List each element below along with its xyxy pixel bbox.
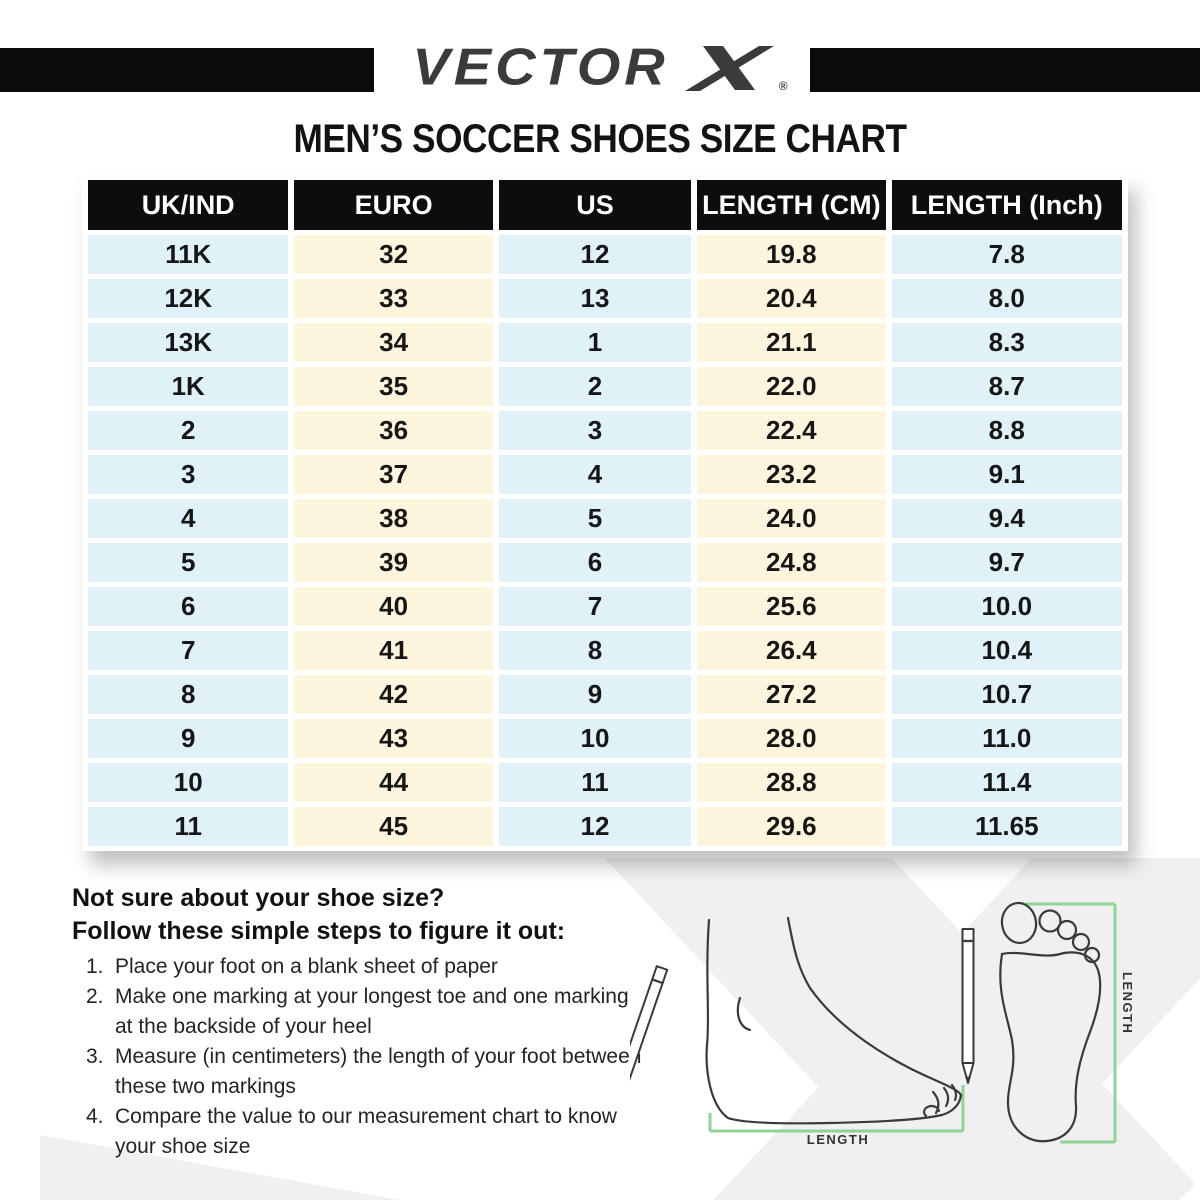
table-cell: 10.7 bbox=[892, 675, 1122, 714]
table-row bbox=[88, 587, 1122, 626]
step-number: 1. bbox=[86, 955, 104, 978]
table-cell: 11.0 bbox=[892, 719, 1122, 758]
table-cell: 43 bbox=[294, 719, 492, 758]
column-header: EURO bbox=[294, 180, 492, 230]
table-cell: 34 bbox=[294, 323, 492, 362]
table-cell: 11.65 bbox=[892, 807, 1122, 846]
length-label-horizontal: LENGTH bbox=[806, 1132, 870, 1147]
table-cell: 42 bbox=[294, 675, 492, 714]
table-row bbox=[88, 367, 1122, 406]
table-cell: 4 bbox=[88, 499, 288, 538]
table-cell: 45 bbox=[294, 807, 492, 846]
table-cell: 5 bbox=[499, 499, 691, 538]
size-table-head-row bbox=[88, 180, 1122, 230]
table-row bbox=[88, 455, 1122, 494]
table-cell: 33 bbox=[294, 279, 492, 318]
table-cell: 9 bbox=[88, 719, 288, 758]
table-cell: 29.6 bbox=[697, 807, 885, 846]
size-table-container bbox=[82, 175, 1128, 851]
table-cell: 10 bbox=[499, 719, 691, 758]
table-cell: 9.1 bbox=[892, 455, 1122, 494]
table-cell: 35 bbox=[294, 367, 492, 406]
brand-logo bbox=[0, 38, 1200, 96]
table-cell: 36 bbox=[294, 411, 492, 450]
table-cell: 1K bbox=[88, 367, 288, 406]
table-cell: 1 bbox=[499, 323, 691, 362]
table-cell: 11.4 bbox=[892, 763, 1122, 802]
instruction-step bbox=[86, 1102, 686, 1162]
table-cell: 24.8 bbox=[697, 543, 885, 582]
table-cell: 12K bbox=[88, 279, 288, 318]
column-header: LENGTH (CM) bbox=[697, 180, 885, 230]
column-header: UK/IND bbox=[88, 180, 288, 230]
step-text: Measure (in centimeters) the length of your foot between these two markings bbox=[115, 1045, 642, 1098]
instructions-subheading: Follow these simple steps to figure it out: bbox=[72, 917, 566, 945]
instruction-step bbox=[86, 1042, 686, 1102]
table-cell: 8.0 bbox=[892, 279, 1122, 318]
instruction-step bbox=[86, 982, 686, 1042]
table-row bbox=[88, 807, 1122, 846]
table-cell: 10 bbox=[88, 763, 288, 802]
table-row bbox=[88, 323, 1122, 362]
step-number: 4. bbox=[86, 1105, 104, 1128]
step-text: Place your foot on a blank sheet of paper bbox=[115, 955, 498, 978]
table-cell: 44 bbox=[294, 763, 492, 802]
table-cell: 2 bbox=[499, 367, 691, 406]
table-cell: 6 bbox=[88, 587, 288, 626]
table-row bbox=[88, 631, 1122, 670]
foot-side-illustration bbox=[707, 918, 961, 1123]
measurement-diagram bbox=[630, 880, 1200, 1180]
table-cell: 40 bbox=[294, 587, 492, 626]
table-cell: 41 bbox=[294, 631, 492, 670]
instructions-heading: Not sure about your shoe size? bbox=[72, 884, 445, 912]
table-cell: 27.2 bbox=[697, 675, 885, 714]
instruction-step bbox=[86, 952, 686, 982]
table-row bbox=[88, 719, 1122, 758]
table-row bbox=[88, 543, 1122, 582]
column-header: LENGTH (Inch) bbox=[892, 180, 1122, 230]
table-row bbox=[88, 499, 1122, 538]
length-label-vertical: LENGTH bbox=[1120, 972, 1135, 1035]
step-number: 2. bbox=[86, 985, 104, 1008]
brand-logo-text: VECTOR bbox=[412, 37, 669, 96]
table-cell: 9.7 bbox=[892, 543, 1122, 582]
table-row bbox=[88, 675, 1122, 714]
table-cell: 22.4 bbox=[697, 411, 885, 450]
step-text: Make one marking at your longest toe and one marking at the backside of your heel bbox=[115, 985, 629, 1038]
table-cell: 8.3 bbox=[892, 323, 1122, 362]
table-cell: 24.0 bbox=[697, 499, 885, 538]
table-cell: 8 bbox=[88, 675, 288, 714]
table-cell: 9.4 bbox=[892, 499, 1122, 538]
table-cell: 25.6 bbox=[697, 587, 885, 626]
table-cell: 5 bbox=[88, 543, 288, 582]
table-cell: 28.0 bbox=[697, 719, 885, 758]
table-cell: 2 bbox=[88, 411, 288, 450]
registered-trademark-symbol: ® bbox=[778, 79, 788, 93]
table-cell: 13 bbox=[499, 279, 691, 318]
table-cell: 6 bbox=[499, 543, 691, 582]
table-cell: 4 bbox=[499, 455, 691, 494]
table-cell: 9 bbox=[499, 675, 691, 714]
table-row bbox=[88, 411, 1122, 450]
table-cell: 8.7 bbox=[892, 367, 1122, 406]
brand-x-icon bbox=[683, 45, 775, 91]
table-cell: 28.8 bbox=[697, 763, 885, 802]
table-cell: 19.8 bbox=[697, 235, 885, 274]
table-cell: 13K bbox=[88, 323, 288, 362]
table-cell: 11 bbox=[499, 763, 691, 802]
table-cell: 12 bbox=[499, 235, 691, 274]
table-cell: 37 bbox=[294, 455, 492, 494]
step-number: 3. bbox=[86, 1045, 104, 1068]
table-cell: 22.0 bbox=[697, 367, 885, 406]
table-cell: 10.0 bbox=[892, 587, 1122, 626]
table-row bbox=[88, 763, 1122, 802]
table-cell: 39 bbox=[294, 543, 492, 582]
top-measure-lines bbox=[1025, 904, 1115, 1142]
table-cell: 38 bbox=[294, 499, 492, 538]
table-cell: 7 bbox=[499, 587, 691, 626]
table-row bbox=[88, 235, 1122, 274]
table-cell: 7.8 bbox=[892, 235, 1122, 274]
pencil-toe-icon bbox=[963, 929, 974, 1083]
size-table bbox=[82, 175, 1128, 851]
table-cell: 3 bbox=[499, 411, 691, 450]
table-cell: 10.4 bbox=[892, 631, 1122, 670]
page-title: MEN’S SOCCER SHOES SIZE CHART bbox=[293, 117, 907, 161]
table-cell: 12 bbox=[499, 807, 691, 846]
table-cell: 21.1 bbox=[697, 323, 885, 362]
table-cell: 7 bbox=[88, 631, 288, 670]
size-table-body bbox=[88, 235, 1122, 846]
table-cell: 32 bbox=[294, 235, 492, 274]
table-row bbox=[88, 279, 1122, 318]
table-cell: 11 bbox=[88, 807, 288, 846]
table-cell: 3 bbox=[88, 455, 288, 494]
table-cell: 8 bbox=[499, 631, 691, 670]
table-cell: 23.2 bbox=[697, 455, 885, 494]
column-header: US bbox=[499, 180, 691, 230]
table-cell: 20.4 bbox=[697, 279, 885, 318]
instruction-steps bbox=[86, 952, 686, 1162]
footprint-illustration bbox=[999, 901, 1100, 1141]
pencil-heel-icon bbox=[630, 966, 667, 1113]
step-text: Compare the value to our measurement chart to know your shoe size bbox=[115, 1105, 617, 1158]
table-cell: 8.8 bbox=[892, 411, 1122, 450]
table-cell: 11K bbox=[88, 235, 288, 274]
table-cell: 26.4 bbox=[697, 631, 885, 670]
